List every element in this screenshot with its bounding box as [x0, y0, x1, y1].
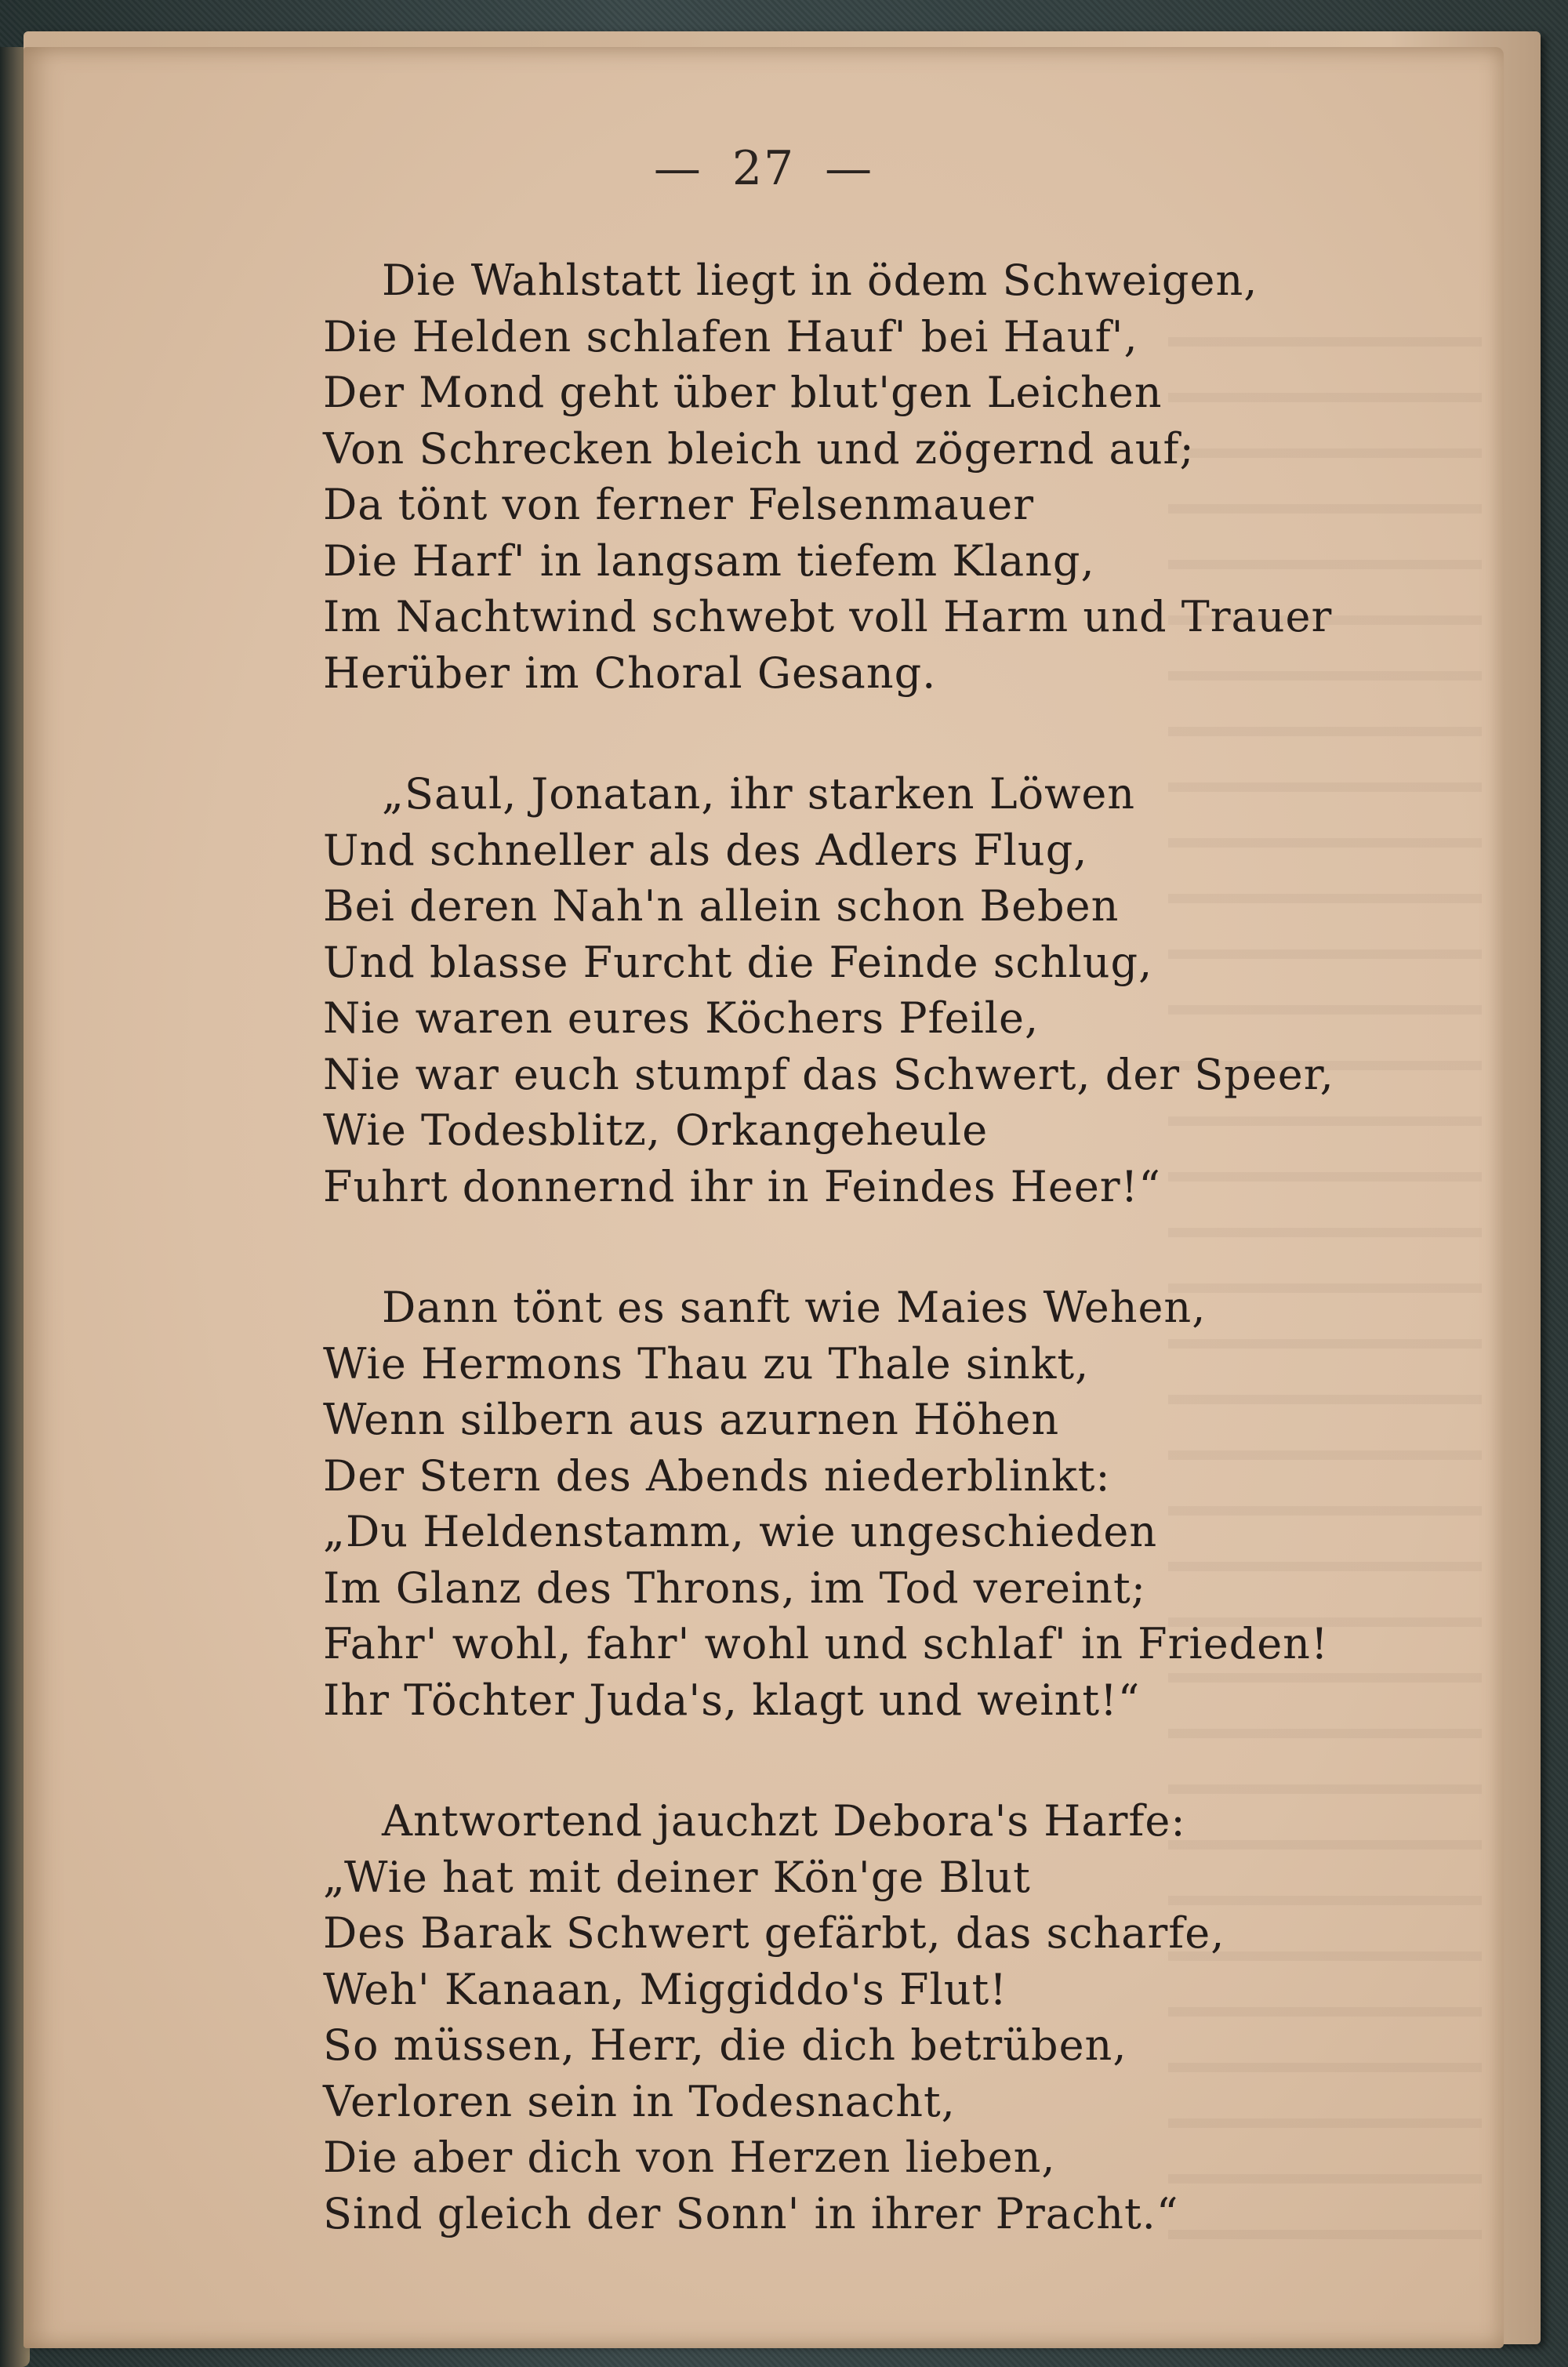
verse-line: Nie war euch stumpf das Schwert, der Speer, [323, 1049, 1334, 1099]
book-page [24, 47, 1504, 2348]
verse-line: Der Mond geht über blut'gen Leichen [323, 368, 1163, 417]
verse-line: Der Stern des Abends niederblinkt: [323, 1450, 1111, 1501]
page-number: 27 [731, 141, 796, 196]
page-number-header [24, 141, 1504, 196]
page-number-dash-right: — [825, 141, 874, 196]
poem-text [323, 252, 1452, 2242]
verse-line: Nie waren eures Köchers Pfeile, [323, 993, 1040, 1043]
verse-line: Wie Todesblitz, Orkangeheule [323, 1105, 989, 1155]
verse-line: Verloren sein in Todesnacht, [323, 2076, 956, 2126]
verse-line: Bei deren Nah'n allein schon Beben [323, 881, 1120, 931]
stanza-4 [323, 1793, 1452, 2242]
verse-line: Weh' Kanaan, Miggiddo's Flut! [323, 1964, 1007, 2014]
verse-line: Dann tönt es sanft wie Maies Wehen, [382, 1283, 1207, 1332]
verse-line: „Saul, Jonatan, ihr starken Löwen [382, 769, 1136, 819]
verse-line: Da tönt von ferner Felsenmauer [323, 480, 1035, 529]
verse-line: Im Nachtwind schwebt voll Harm und Trauer [323, 592, 1333, 641]
verse-line: Herüber im Choral Gesang. [323, 648, 937, 698]
verse-line: So müssen, Herr, die dich betrüben, [323, 2020, 1127, 2070]
verse-line: Und blasse Furcht die Feinde schlug, [323, 937, 1153, 987]
page-number-dash-left: — [653, 141, 702, 196]
stanza-1 [323, 252, 1452, 701]
verse-line: Ihr Töchter Juda's, klagt und weint!“ [323, 1675, 1141, 1725]
stanza-2 [323, 766, 1452, 1214]
verse-line: „Wie hat mit deiner Kön'ge Blut [323, 1852, 1031, 1902]
verse-line: Und schneller als des Adlers Flug, [323, 825, 1088, 875]
verse-line: Antwortend jauchzt Debora's Harfe: [382, 1796, 1186, 1846]
verse-line: Des Barak Schwert gefärbt, das scharfe, [323, 1908, 1225, 1958]
verse-line: Im Glanz des Throns, im Tod vereint; [323, 1563, 1146, 1613]
stanza-3 [323, 1280, 1452, 1728]
verse-line: Sind gleich der Sonn' in ihrer Pracht.“ [323, 2188, 1179, 2238]
verse-line: „Du Heldenstamm, wie ungeschieden [323, 1507, 1158, 1556]
verse-line: Die aber dich von Herzen lieben, [323, 2133, 1056, 2182]
verse-line: Von Schrecken bleich und zögernd auf; [323, 423, 1195, 474]
verse-line: Die Harf' in langsam tiefem Klang, [323, 535, 1095, 586]
verse-line: Wie Hermons Thau zu Thale sinkt, [323, 1338, 1090, 1389]
verse-line: Wenn silbern aus azurnen Höhen [323, 1395, 1060, 1444]
verse-line: Fahr' wohl, fahr' wohl und schlaf' in Frieden! [323, 1619, 1329, 1668]
verse-line: Die Wahlstatt liegt in ödem Schweigen, [382, 256, 1258, 305]
verse-line: Fuhrt donnernd ihr in Feindes Heer!“ [323, 1161, 1161, 1211]
verse-line: Die Helden schlafen Hauf' bei Hauf', [323, 311, 1138, 361]
